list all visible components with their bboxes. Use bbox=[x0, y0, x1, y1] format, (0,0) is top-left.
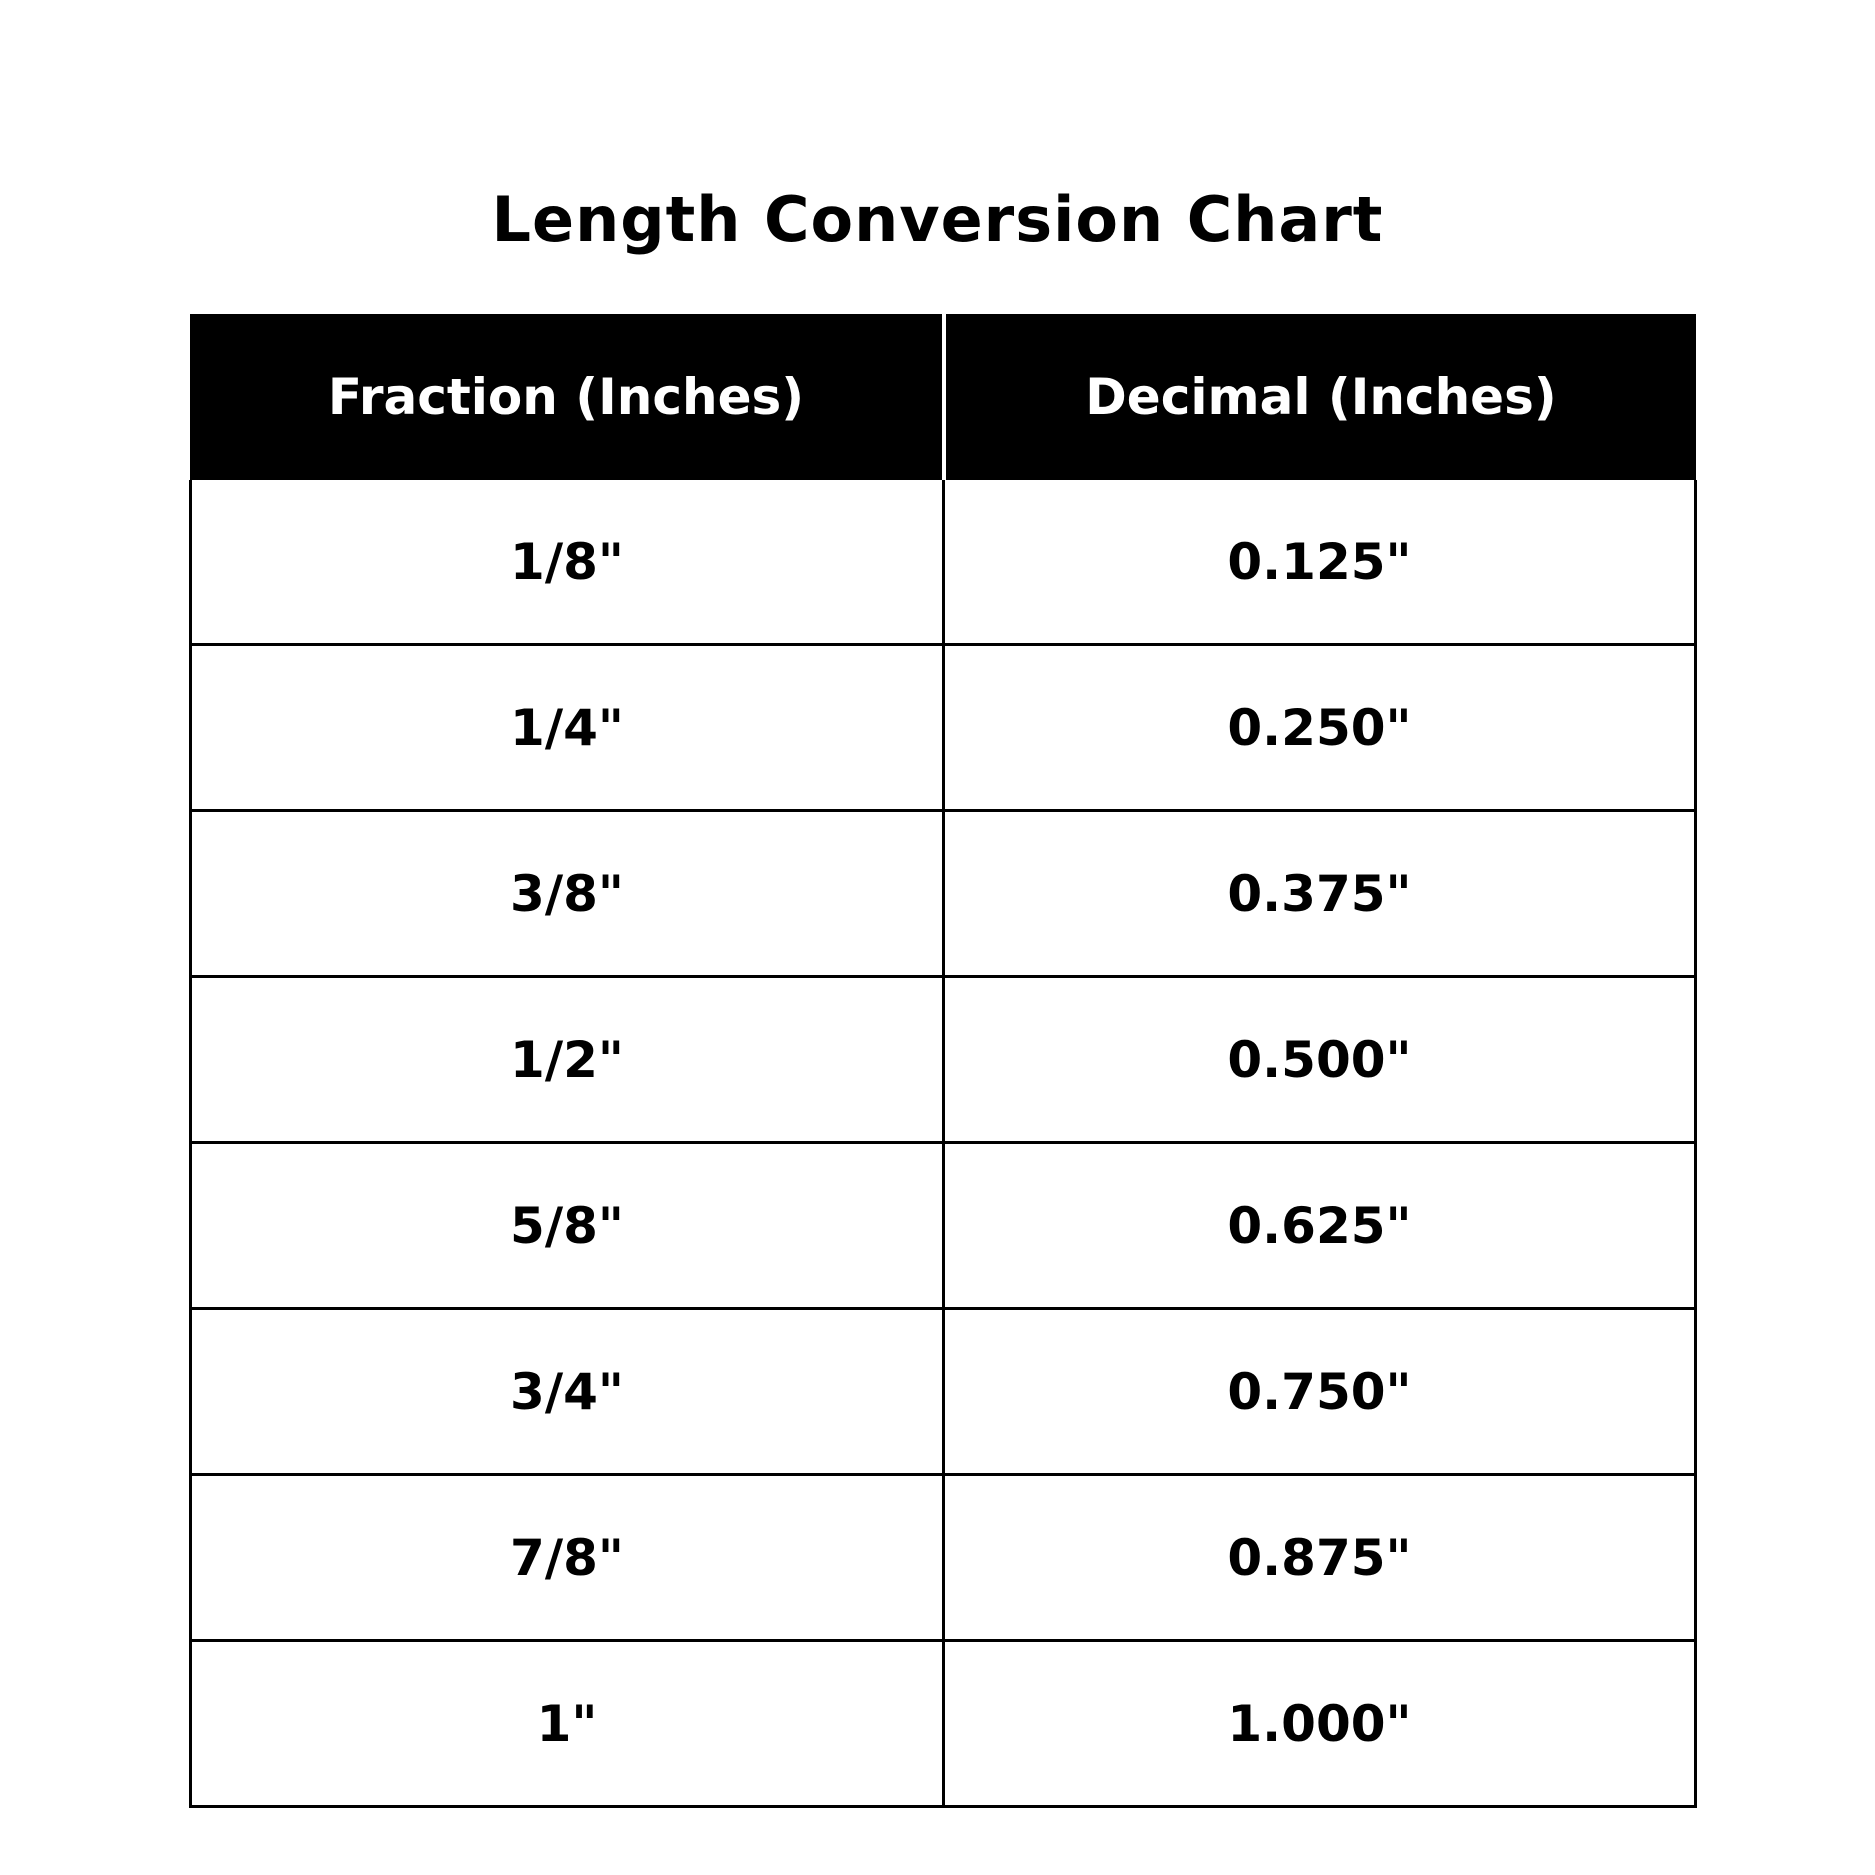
fraction-cell: 5/8" bbox=[192, 1144, 945, 1307]
table-row bbox=[192, 643, 1694, 809]
fraction-cell: 1/4" bbox=[192, 646, 945, 809]
table-row bbox=[192, 1639, 1694, 1805]
conversion-table bbox=[190, 314, 1696, 1808]
decimal-cell: 0.625" bbox=[1227, 1196, 1412, 1255]
decimal-cell: 1.000" bbox=[1227, 1694, 1412, 1753]
chart-title: Length Conversion Chart bbox=[491, 183, 1384, 256]
fraction-cell: 7/8" bbox=[192, 1476, 945, 1639]
table-row bbox=[192, 1307, 1694, 1473]
decimal-cell: 0.875" bbox=[1227, 1528, 1412, 1587]
table-row bbox=[192, 480, 1694, 643]
decimal-cell: 0.500" bbox=[1227, 1030, 1412, 1089]
decimal-cell: 0.250" bbox=[1227, 698, 1412, 757]
fraction-cell: 1/8" bbox=[192, 480, 945, 643]
fraction-cell: 3/4" bbox=[192, 1310, 945, 1473]
fraction-cell: 1" bbox=[192, 1642, 945, 1805]
table-header-row bbox=[190, 314, 1696, 480]
table-body bbox=[189, 480, 1697, 1808]
column-header-decimal: Decimal (Inches) bbox=[946, 314, 1696, 480]
table-row bbox=[192, 809, 1694, 975]
fraction-cell: 3/8" bbox=[192, 812, 945, 975]
decimal-cell: 0.375" bbox=[1227, 864, 1412, 923]
decimal-cell: 0.125" bbox=[1227, 532, 1412, 591]
fraction-cell: 1/2" bbox=[192, 978, 945, 1141]
column-header-fraction: Fraction (Inches) bbox=[190, 314, 942, 480]
table-row bbox=[192, 1141, 1694, 1307]
table-row bbox=[192, 975, 1694, 1141]
table-row bbox=[192, 1473, 1694, 1639]
decimal-cell: 0.750" bbox=[1227, 1362, 1412, 1421]
